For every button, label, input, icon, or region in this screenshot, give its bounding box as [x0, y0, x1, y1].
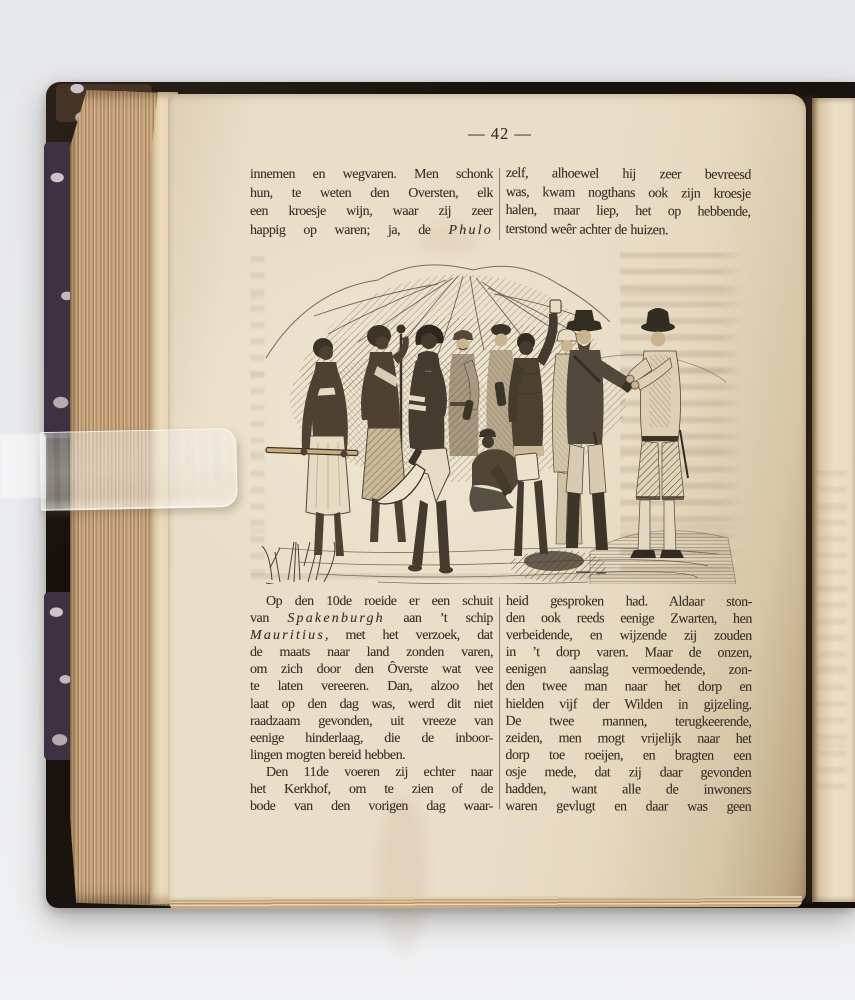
text-line: te laten vereeren. Dan, alzoo het — [250, 679, 493, 695]
text-line: dorp toe roeijen, en bragten een — [505, 747, 752, 764]
text-line: om zich door den Ôverste wat vee — [250, 662, 493, 678]
figure-sailor-clapping — [626, 308, 688, 558]
text-line: happig op waren; ja, de Phulo — [250, 222, 493, 238]
top-left-column — [250, 166, 493, 240]
text-line: heid gesproken had. Aldaar ston- — [505, 594, 752, 610]
text-line: verbeidende, en wijzende zij zouden — [505, 628, 752, 645]
text-line: van Spakenburgh aan ’t schip — [250, 611, 493, 627]
bottom-left-column — [250, 593, 493, 815]
text-line: in ’t dorp varen. Maar de onzen, — [505, 645, 752, 662]
text-line: Mauritius, met het verzoek, dat — [250, 628, 493, 644]
grass-tuft — [262, 532, 338, 584]
text-line: lingen mogten bereid hebben. — [250, 747, 406, 763]
text-line: innemen en wegvaren. Men schonk — [250, 167, 493, 182]
bleedthrough-text-next-page — [816, 470, 850, 790]
text-line: den ook reeds eenige Zwarten, hen — [505, 611, 752, 627]
text-line: Den 11de voeren zij echter naar — [266, 764, 493, 780]
text-line: zelf, alhoewel hij zeer bevreesd — [505, 165, 751, 183]
foxing-stain — [378, 794, 428, 954]
text-line: raadzaam gevonden, uit vreeze van — [250, 713, 493, 729]
text-line: De twee mannen, terugkeerende, — [505, 713, 752, 730]
column-divider — [499, 597, 500, 809]
text-line: waren gevlugt en daar was geen — [505, 799, 752, 815]
text-line: terstond weêr achter de huizen. — [505, 221, 669, 239]
engraving-natives-and-sailors-meeting — [258, 250, 736, 584]
text-line: het Kerkhof, om te zien of de — [250, 782, 493, 798]
text-line: eenige hinderlaag, die de inboor- — [250, 730, 493, 746]
text-line: Op den 10de roeide er een schuit — [266, 594, 493, 609]
text-line: bode van den vorigen dag waar- — [250, 799, 493, 815]
top-right-column — [505, 165, 751, 241]
column-divider — [499, 168, 500, 240]
text-line: hielden vijf der Wilden in gijzeling. — [505, 696, 752, 713]
text-line: was, kwam nogthans ook zijn kroesje — [505, 184, 751, 202]
text-line: den twee man naar het dorp en — [505, 679, 752, 696]
text-line: de maats naar land zonden varen, — [250, 645, 493, 661]
text-line: zeiden, men mogt vrijelijk naar het — [505, 730, 752, 747]
bottom-right-column — [505, 593, 752, 816]
bottom-page-edges — [170, 896, 802, 909]
text-line: osje mede, dat zij daar gevonden — [505, 764, 752, 781]
text-line: een kroesje wijn, waar zij zeer — [250, 204, 493, 220]
text-line: hadden, want alle de inwoners — [505, 782, 752, 798]
text-line: eenigen aanslag vermoedende, zon- — [505, 662, 752, 679]
acrylic-page-holder — [39, 428, 238, 511]
page-number: — 42 — — [468, 124, 532, 143]
text-line: laat op den dag was, werd dit niet — [250, 696, 493, 712]
book-page — [168, 94, 806, 903]
text-line: hun, te weten den Oversten, elk — [250, 185, 493, 201]
text-line: halen, maar liep, het op hebbende, — [505, 203, 751, 221]
